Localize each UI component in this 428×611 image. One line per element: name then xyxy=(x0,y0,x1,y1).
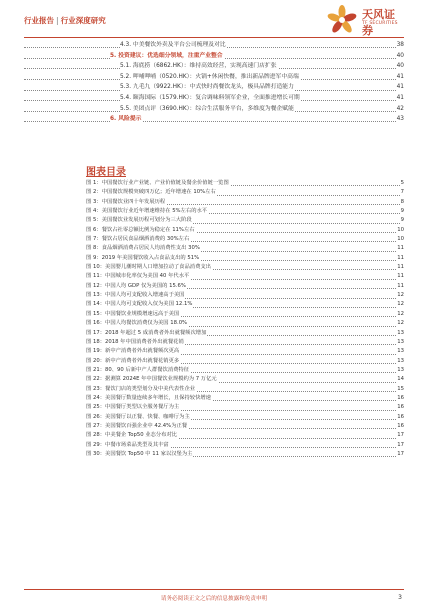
figure-entry[interactable] xyxy=(86,357,404,366)
figure-entry-label: 图 28：中美餐企 Top50 业态分布对比 xyxy=(86,431,178,440)
flower-logo-icon xyxy=(326,5,358,35)
figure-entry[interactable] xyxy=(86,282,404,291)
footer-divider xyxy=(24,589,404,590)
toc-entry-page: 40 xyxy=(396,61,404,72)
figure-entry[interactable] xyxy=(86,347,404,356)
figure-entry-page: 14 xyxy=(396,375,404,384)
toc-entry-page: 40 xyxy=(396,51,404,62)
figure-entry[interactable] xyxy=(86,254,404,263)
toc-entry-page: 41 xyxy=(396,93,404,104)
figure-entry[interactable] xyxy=(86,385,404,394)
figure-entry[interactable] xyxy=(86,226,404,235)
figure-entry-label: 图 6：餐饮占社零总额比例为稳定在 11%左右 xyxy=(86,226,196,235)
figure-entry-page: 12 xyxy=(396,310,404,319)
figure-entry-label: 图 5：美国餐饮业发展历程可划分为三大阶段 xyxy=(86,216,193,225)
figure-entry[interactable] xyxy=(86,291,404,300)
figure-entry-label: 图 20：新中产消费者外出就餐花销更多 xyxy=(86,357,180,366)
figure-entry-label: 图 27：美国餐饮百强企业中 42.4%为正餐 xyxy=(86,422,188,431)
figure-entry-page: 13 xyxy=(396,329,404,338)
figure-entry-page: 11 xyxy=(396,254,404,263)
figure-entry-label: 图 12：中国人均 GDP 仅为美国的 15.6% xyxy=(86,282,187,291)
toc-entry[interactable] xyxy=(24,93,404,104)
figure-entry[interactable] xyxy=(86,207,404,216)
figure-entry-page: 16 xyxy=(396,422,404,431)
figures-title: 图表目录 xyxy=(86,167,126,178)
figure-entry[interactable] xyxy=(86,235,404,244)
figure-entry[interactable] xyxy=(86,375,404,384)
figure-entry-page: 11 xyxy=(396,282,404,291)
header-divider xyxy=(24,37,404,38)
toc-entry-label: 5.2. 呷哺呷哺（0520.HK）：火锅+休闲快餐，推出新品牌进军中高端 xyxy=(120,72,300,83)
toc-entry-label: 5.3. 九毛九（9922.HK）：中式快时尚餐饮龙头，极具品牌打造能力 xyxy=(120,82,295,93)
figure-entry-label: 图 18：2018 年中国消费者外出就餐花销 xyxy=(86,338,185,347)
subcategory-label: 行业深度研究 xyxy=(60,16,106,25)
figure-entry[interactable] xyxy=(86,329,404,338)
toc-leader-dots xyxy=(24,121,404,122)
figure-entry[interactable] xyxy=(86,244,404,253)
report-category xyxy=(24,15,106,26)
figure-entry-page: 8 xyxy=(400,198,404,207)
figure-entry-label: 图 16：中国人均餐饮消费仅为美国 18.0% xyxy=(86,319,188,328)
figure-entry-page: 15 xyxy=(396,385,404,394)
figure-entry-page: 13 xyxy=(396,347,404,356)
figure-entry-label: 图 29：中餐市场菜品类型及其丰富 xyxy=(86,441,170,450)
table-of-contents xyxy=(24,40,404,125)
toc-entry-label: 6. 风险提示 xyxy=(110,114,142,125)
figure-entry[interactable] xyxy=(86,263,404,272)
figure-entry-page: 11 xyxy=(396,272,404,281)
figure-entry-page: 10 xyxy=(396,235,404,244)
page-header xyxy=(24,0,404,38)
toc-entry[interactable] xyxy=(24,82,404,93)
figure-entry-label: 图 19：新中产消费者外出就餐频次更高 xyxy=(86,347,180,356)
figure-entry[interactable] xyxy=(86,441,404,450)
figure-entry-page: 16 xyxy=(396,403,404,412)
figures-title-underline xyxy=(86,176,126,177)
toc-entry-label: 5.5. 美团点评（3690.HK）：综合生活服务平台，多维度为餐企赋能 xyxy=(120,104,295,115)
category-label: 行业报告 xyxy=(24,16,54,25)
figure-entry-page: 9 xyxy=(400,207,404,216)
toc-entry-page: 38 xyxy=(396,40,404,51)
figure-entry-label: 图 7：餐饮占居民食品烟酒消费的 30%左右 xyxy=(86,235,190,244)
figure-entry-label: 图 22：据测算 2024E 年中国餐饮业规模约为 7 万亿元 xyxy=(86,375,218,384)
figure-entry-page: 17 xyxy=(396,450,404,459)
figure-entry[interactable] xyxy=(86,319,404,328)
toc-entry[interactable] xyxy=(24,114,404,125)
figure-entry[interactable] xyxy=(86,338,404,347)
figure-entry-page: 11 xyxy=(396,263,404,272)
figure-entry-page: 16 xyxy=(396,394,404,403)
toc-entry-page: 42 xyxy=(396,104,404,115)
figure-entry-page: 12 xyxy=(396,319,404,328)
figure-entry-label: 图 23：餐饮门店的类型划分及中美代表性企业 xyxy=(86,385,196,394)
figure-entry-label: 图 2：中国餐饮规模突破四万亿；近年增速在 10%左右 xyxy=(86,188,217,197)
figure-entry-label: 图 8：食品烟酒消费占居民人均消费性支出 30% xyxy=(86,244,201,253)
toc-entry[interactable] xyxy=(24,51,404,62)
figure-entry-page: 5 xyxy=(400,179,404,188)
figure-entry-page: 10 xyxy=(396,226,404,235)
toc-entry-label: 5.1. 海底捞（6862.HK）：维持高效经营，实现高速门店扩张 xyxy=(120,61,278,72)
figure-entry-label: 图 1：中国餐饮行业产业链、产业价值链及餐企价值链一览图 xyxy=(86,179,230,188)
toc-entry-label: 5.4. 颐海国际（1579.HK）：复合调味料领军企业，全面推进增长可期 xyxy=(120,93,301,104)
figure-entry[interactable] xyxy=(86,272,404,281)
figure-entry-label: 图 21：80、90 后新中产人群餐饮消费特征 xyxy=(86,366,190,375)
figure-entry[interactable] xyxy=(86,198,404,207)
figure-entry[interactable] xyxy=(86,179,404,188)
figure-entry-page: 17 xyxy=(396,441,404,450)
figure-entry-page: 11 xyxy=(396,244,404,253)
toc-entry-label: 5. 投资建议：优选细分领域，注重产业整合 xyxy=(110,51,224,62)
figure-entry[interactable] xyxy=(86,300,404,309)
figure-entry[interactable] xyxy=(86,450,404,459)
toc-entry-page: 43 xyxy=(396,114,404,125)
figure-entry-page: 13 xyxy=(396,338,404,347)
figure-entry[interactable] xyxy=(86,403,404,412)
figure-entry[interactable] xyxy=(86,422,404,431)
figure-entry[interactable] xyxy=(86,394,404,403)
figure-entry[interactable] xyxy=(86,431,404,440)
figure-entry-label: 图 10：美国婴儿潮时期人口增加拉动了食品消费支出 xyxy=(86,263,212,272)
figure-entry-label: 图 24：美国餐厅数量连续多年增长，且保持较快增速 xyxy=(86,394,212,403)
figure-entry-label: 图 25：中国餐厅类型以全服务餐厅为主 xyxy=(86,403,180,412)
figure-entry-label: 图 14：中国人均可支配收入仅为美国 12.1% xyxy=(86,300,193,309)
figure-entry-page: 13 xyxy=(396,357,404,366)
figure-entry[interactable] xyxy=(86,366,404,375)
footer-disclaimer: 请务必阅读正文之后的信息披露和免责申明 xyxy=(160,596,268,602)
toc-entry[interactable] xyxy=(24,61,404,72)
tf-securities-logo xyxy=(326,5,404,35)
figure-entry-label: 图 11：中国城市化率仅为美国 40 年代水平 xyxy=(86,272,190,281)
logo-subtitle: TF SECURITIES xyxy=(362,21,398,26)
figure-entry-label: 图 3：中国餐饮业四十年发展历程 xyxy=(86,198,166,207)
figure-entry-page: 12 xyxy=(396,300,404,309)
figure-entry-label: 图 30：美国餐饮 Top50 中 11 家以汉堡为主 xyxy=(86,450,193,459)
figure-entry-page: 17 xyxy=(396,431,404,440)
toc-entry[interactable] xyxy=(24,40,404,51)
toc-entry-page: 41 xyxy=(396,72,404,83)
category-separator: | xyxy=(56,16,59,25)
logo-name: 天风证券 xyxy=(362,8,395,37)
figure-entry-label: 图 17：2018 年超过 5 成消费者外出就餐频次增加 xyxy=(86,329,207,338)
figure-entry-page: 13 xyxy=(396,366,404,375)
page-number: 3 xyxy=(398,594,402,601)
figure-entry[interactable] xyxy=(86,188,404,197)
figure-entry-label: 图 13：中国人均可支配收入增速高于美国 xyxy=(86,291,185,300)
figure-entry[interactable] xyxy=(86,413,404,422)
toc-entry-page: 41 xyxy=(396,82,404,93)
figure-entry-label: 图 15：中国餐饮业规模增速远高于美国 xyxy=(86,310,180,319)
figure-entry-page: 7 xyxy=(400,188,404,197)
figure-entry-page: 16 xyxy=(396,413,404,422)
figure-entry[interactable] xyxy=(86,216,404,225)
figure-entry-label: 图 9：2019 年美国餐饮收入占食品支出的 51% xyxy=(86,254,200,263)
figure-entry-page: 9 xyxy=(400,216,404,225)
toc-entry[interactable] xyxy=(24,72,404,83)
figure-entry-label: 图 4：美国餐饮行业近年增速维持在 5%左右的水平 xyxy=(86,207,208,216)
toc-entry[interactable] xyxy=(24,104,404,115)
toc-entry-label: 4.3. 中美餐饮外卖及平台公司梳理及对比 xyxy=(120,40,227,51)
figure-entry-label: 图 26：美国餐厅以正餐、快餐、咖啡厅为主 xyxy=(86,413,191,422)
figure-entry-page: 12 xyxy=(396,291,404,300)
list-of-figures xyxy=(86,179,404,459)
figure-entry[interactable] xyxy=(86,310,404,319)
